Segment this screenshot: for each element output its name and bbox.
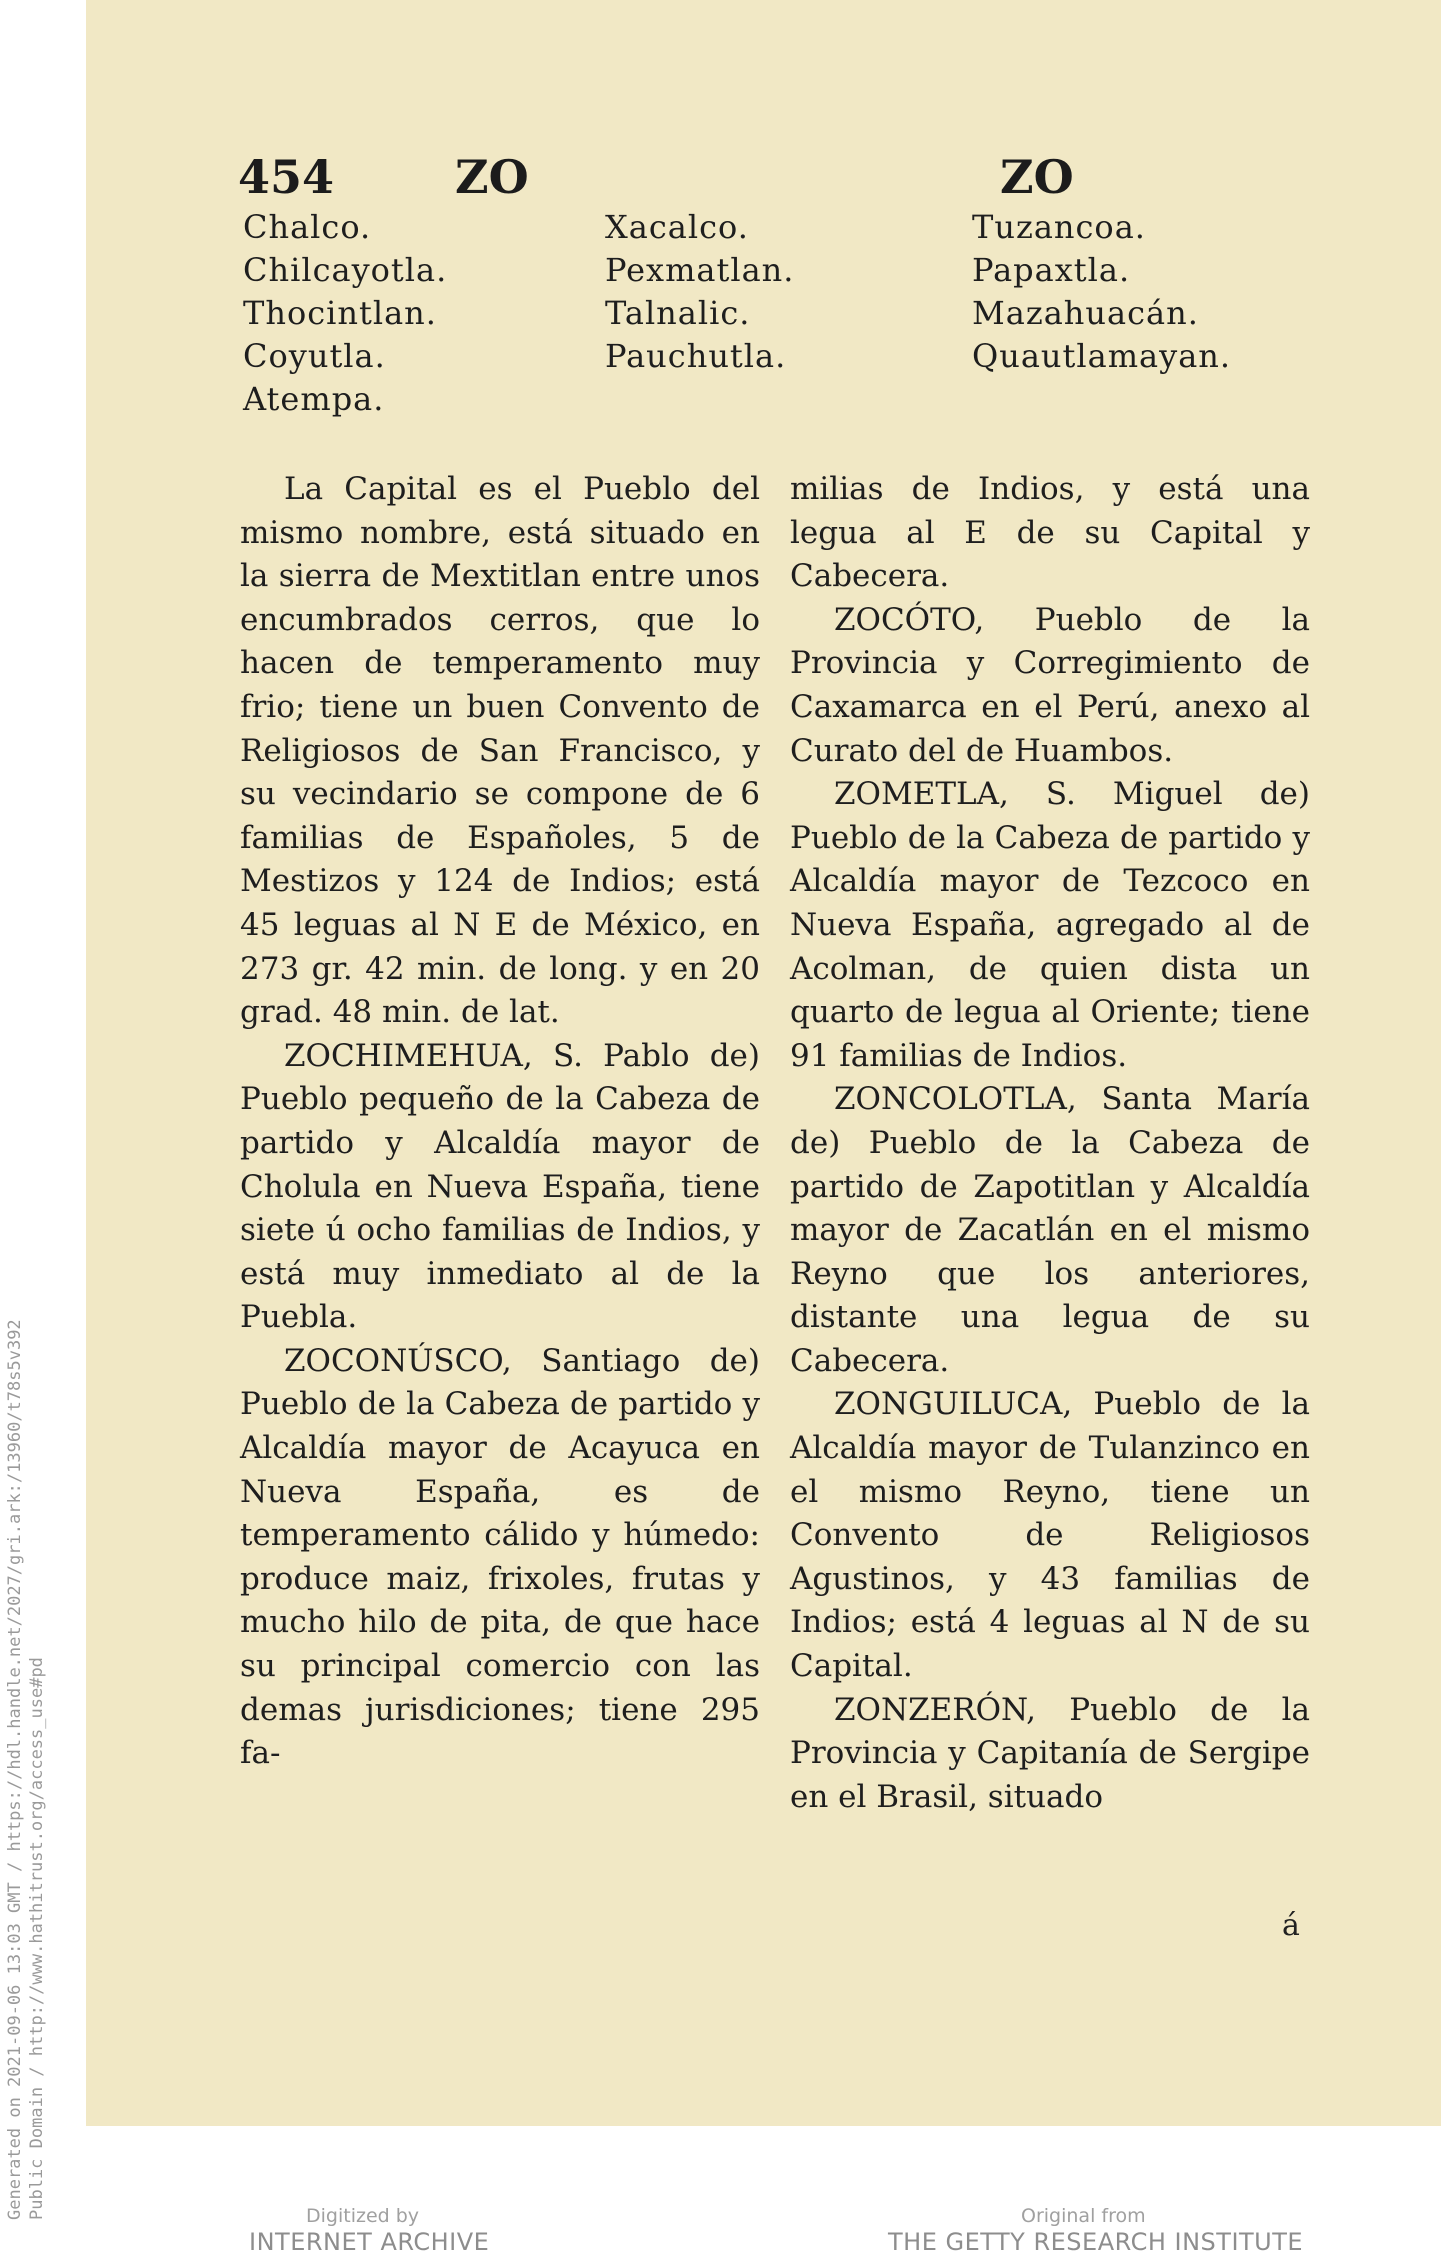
- original-from-org: THE GETTY RESEARCH INSTITUTE: [888, 2228, 1304, 2256]
- list-item: Papaxtla.: [972, 251, 1131, 289]
- list-item: Pexmatlan.: [605, 251, 795, 289]
- place-list-column-2: [605, 206, 794, 378]
- entry-zonzeron: ZONZERÓN, Pueblo de la Provincia y Capitanía de Sergipe en el Brasil, situado: [790, 1691, 1310, 1815]
- list-item: Xacalco.: [605, 208, 749, 246]
- list-item: Chalco.: [243, 208, 372, 246]
- list-item: Tuzancoa.: [972, 208, 1146, 246]
- list-item: Talnalic.: [605, 294, 751, 332]
- left-text-column: [240, 468, 760, 1776]
- list-item: Coyutla.: [243, 337, 386, 375]
- list-item: Thocintlan.: [243, 294, 437, 332]
- provenance-line-1: Generated on 2021-09-06 13:03 GMT / https://hdl.handle.net/2027/gri.ark:/13960/t78s5v392: [5, 1319, 25, 2220]
- paragraph-continuation: milias de Indios, y está una legua al E de su Capital y Cabecera.: [790, 471, 1310, 595]
- entry-zochimehua: ZOCHIMEHUA, S. Pablo de) Pueblo pequeño de la Cabeza de partido y Alcaldía mayor de Cholula en Nueva España, tiene siete ú ocho familias de Indios, y está muy inmediato al de la Puebla.: [240, 1037, 760, 1336]
- provenance-stamp: [4, 1319, 48, 2220]
- paragraph: La Capital es el Pueblo del mismo nombre, está situado en la sierra de Mextitlan entre unos encumbrados cerros, que lo hacen de temperamento muy frio; tiene un buen Convento de Religiosos de San Francisco, y su vecindario se compone de 6 familias de Españoles, 5 de Mestizos y 124 de Indios; está 45 leguas al N E de México, en 273 gr. 42 min. de long. y en 20 grad. 48 min. de lat.: [240, 471, 760, 1031]
- right-running-head: ZO: [1000, 150, 1074, 204]
- place-list-column-1: [243, 206, 447, 421]
- digitized-by-org: INTERNET ARCHIVE: [249, 2228, 490, 2256]
- entry-zometla: ZOMETLA, S. Miguel de) Pueblo de la Cabeza de partido y Alcaldía mayor de Tezcoco en Nueva España, agregado al de Acolman, de quien dista un quarto de legua al Oriente; tiene 91 familias de Indios.: [790, 776, 1310, 1074]
- list-item: Mazahuacán.: [972, 294, 1199, 332]
- left-running-head: ZO: [455, 150, 529, 204]
- list-item: Atempa.: [243, 380, 385, 418]
- digitized-by-label: Digitized by: [306, 2205, 420, 2227]
- right-text-column: [790, 468, 1310, 1819]
- entry-zocoto: ZOCÓTO, Pueblo de la Provincia y Corregimiento de Caxamarca en el Perú, anexo al Curato del de Huambos.: [790, 601, 1310, 769]
- place-list-column-3: [972, 206, 1231, 378]
- entry-zonguiluca: ZONGUILUCA, Pueblo de la Alcaldía mayor de Tulanzinco en el mismo Reyno, tiene un Convento de Religiosos Agustinos, y 43 familias de Indios; está 4 leguas al N de su Capital.: [790, 1386, 1310, 1685]
- provenance-line-2: Public Domain / http://www.hathitrust.org/access_use#pd: [27, 1657, 47, 2220]
- catchword: á: [1282, 1908, 1300, 1943]
- entry-zoncolotla: ZONCOLOTLA, Santa María de) Pueblo de la Cabeza de partido de Zapotitlan y Alcaldía mayor de Zacatlán en el mismo Reyno que los anteriores, distante una legua de su Cabecera.: [790, 1081, 1310, 1379]
- list-item: Chilcayotla.: [243, 251, 448, 289]
- list-item: Pauchutla.: [605, 337, 787, 375]
- entry-zoconusco: ZOCONÚSCO, Santiago de) Pueblo de la Cabeza de partido y Alcaldía mayor de Acayuca en Nueva España, es de temperamento cálido y húmedo: produce maiz, frixoles, frutas y mucho hilo de pita, de que hace su principal comercio con las demas jurisdiciones; tiene 295 fa-: [240, 1342, 760, 1772]
- page-number: 454: [238, 150, 335, 204]
- list-item: Quautlamayan.: [972, 337, 1232, 375]
- original-from-label: Original from: [1021, 2205, 1146, 2227]
